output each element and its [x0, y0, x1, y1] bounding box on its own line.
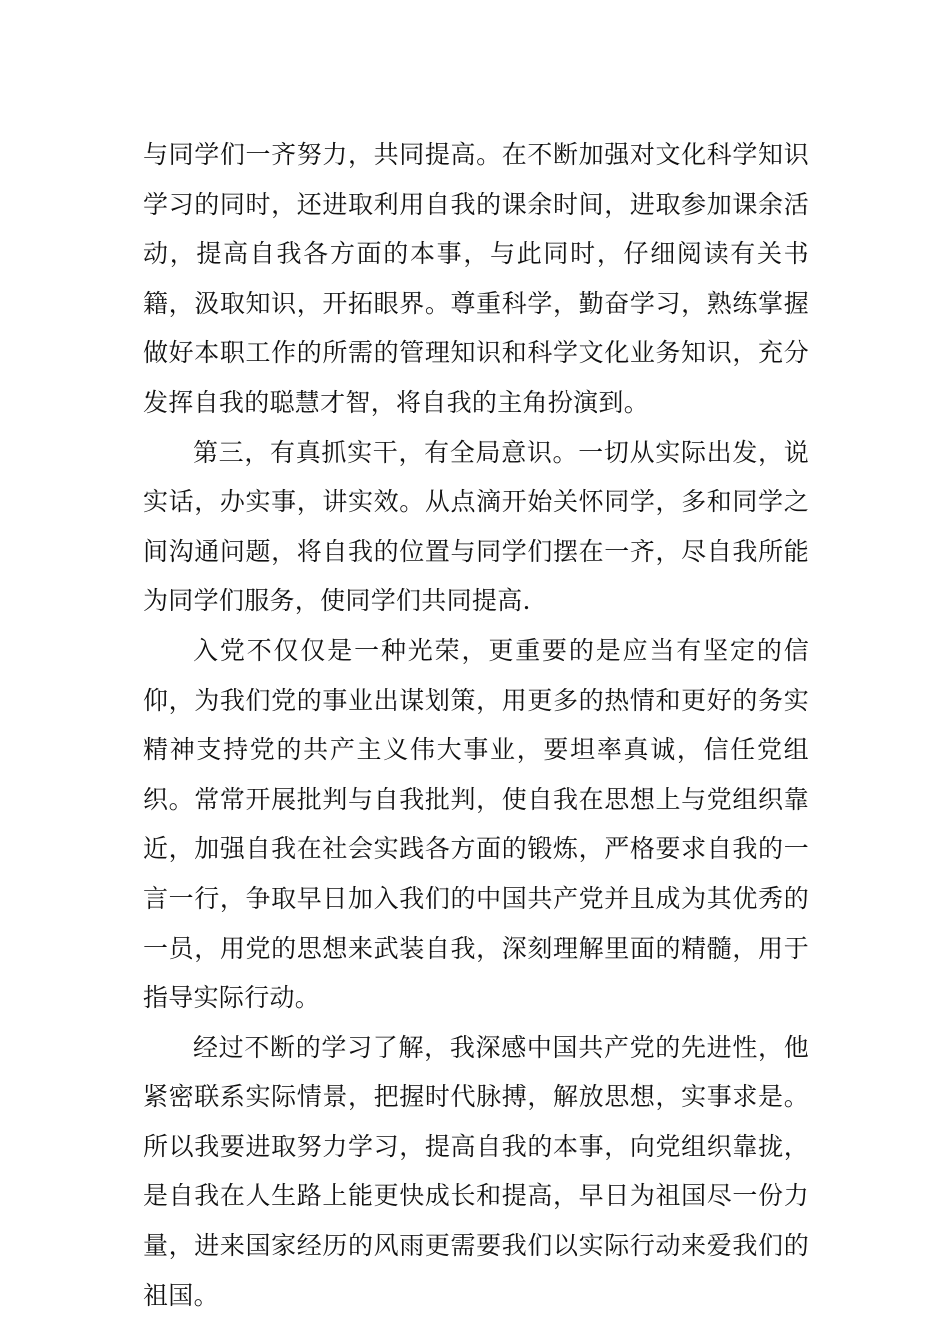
paragraph-conclusion: 经过不断的学习了解，我深感中国共产党的先进性，他紧密联系实际情景，把握时代脉搏，解放思想，实事求是。所以我要进取努力学习，提高自我的本事，向党组织靠拢，是自我在人生路上能更快成长和提高，早日为祖国尽一份力量，进来国家经历的风雨更需要我们以实际行动来爱我们的祖国。: [143, 1032, 809, 1310]
paragraph-party-membership: 入党不仅仅是一种光荣，更重要的是应当有坚定的信仰，为我们党的事业出谋划策，用更多的热情和更好的务实精神支持党的共产主义伟大事业，要坦率真诚，信任党组织。常常开展批判与自我批判，使自我在思想上与党组织靠近，加强自我在社会实践各方面的锻炼，严格要求自我的一言一行，争取早日加入我们的中国共产党并且成为其优秀的一员，用党的思想来武装自我，深刻理解里面的精髓，用于指导实际行动。: [143, 635, 809, 1013]
paragraph-third-point: 第三，有真抓实干，有全局意识。一切从实际出发，说实话，办实事，讲实效。从点滴开始关怀同学，多和同学之间沟通问题，将自我的位置与同学们摆在一齐，尽自我所能为同学们服务，使同学们共同提高.: [143, 437, 809, 616]
paragraph-continued: 与同学们一齐努力，共同提高。在不断加强对文化科学知识学习的同时，还进取利用自我的课余时间，进取参加课余活动，提高自我各方面的本事，与此同时，仔细阅读有关书籍，汲取知识，开拓眼界。尊重科学，勤奋学习，熟练掌握做好本职工作的所需的管理知识和科学文化业务知识，充分发挥自我的聪慧才智，将自我的主角扮演到。: [143, 140, 809, 417]
document-body: [143, 130, 809, 1320]
